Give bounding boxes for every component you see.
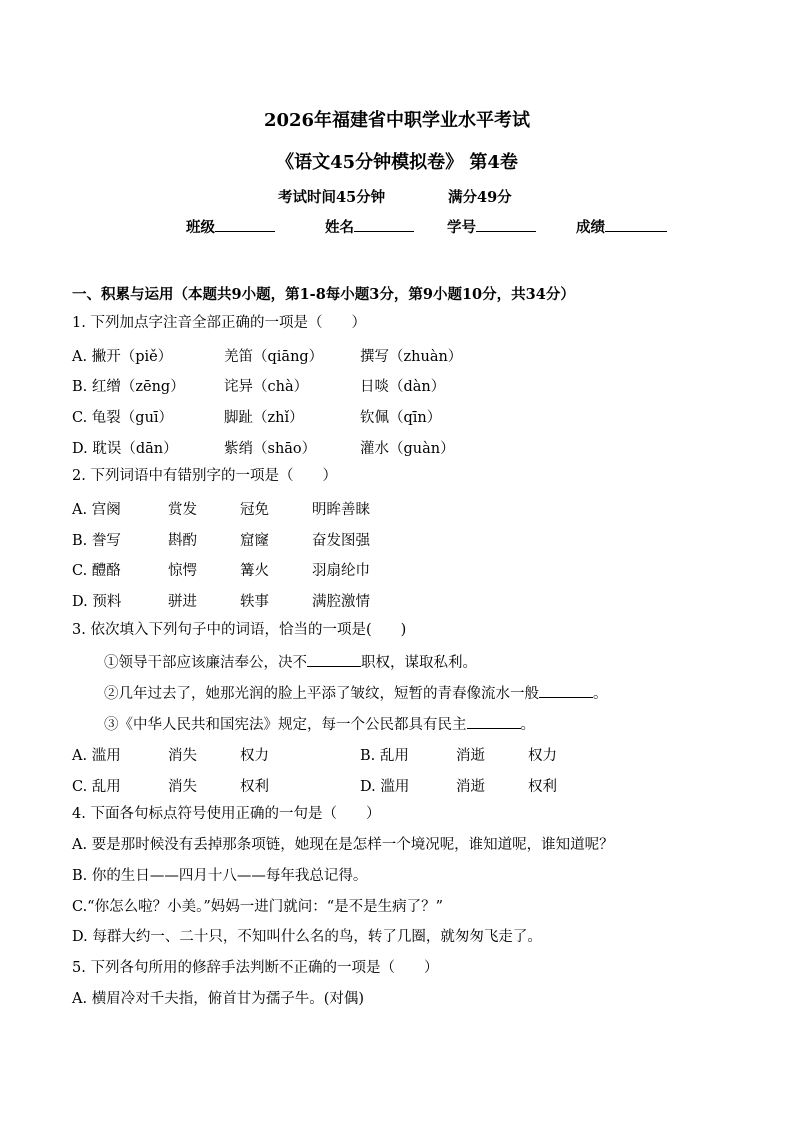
exam-title: 2026年福建省中职学业水平考试 [263, 110, 531, 131]
q1-stem: 1. 下列加点字注音全部正确的一项是（ ） [72, 315, 366, 331]
q3-option-d-2: 消逝 [456, 779, 485, 795]
q3-option-c-2: 消失 [168, 779, 197, 795]
q3-option-c-3: 权利 [240, 779, 269, 795]
q2-option-a-1: A. 宫阕 [72, 502, 121, 518]
q3-sentence-1: ①领导干部应该廉洁奉公，决不 职权，谋取私利。 [104, 652, 477, 672]
q2-option-a-3: 冠免 [240, 502, 269, 518]
q2-option-c-2: 惊愕 [168, 563, 197, 579]
q1-option-b-1: B. 红缯（zēng） [72, 379, 185, 395]
class-blank[interactable] [215, 217, 275, 232]
q2-option-a-4: 明眸善睐 [312, 502, 370, 518]
q1-option-c-1: C. 龟裂（guī） [72, 410, 174, 426]
field-name: 姓名 [325, 216, 414, 237]
q4-option-b: B. 你的生日——四月十八——每年我总记得。 [72, 868, 368, 884]
q2-option-b-1: B. 誊写 [72, 533, 121, 549]
q1-option-c-3: 钦佩（qīn） [360, 410, 442, 426]
q3-option-b-1: B. 乱用 [360, 748, 409, 764]
q1-option-a-1: A. 撇开（piě） [72, 349, 173, 365]
q4-option-c: C.“你怎么啦？小美。”妈妈一进门就问：“是不是生病了？” [72, 899, 444, 915]
q2-stem: 2. 下列词语中有错别字的一项是（ ） [72, 468, 337, 484]
field-class: 班级 [186, 216, 275, 237]
q3-option-a-2: 消失 [168, 748, 197, 764]
section-heading: 一、积累与运用（本题共9小题，第1-8每小题3分，第9小题10分，共34分） [72, 286, 575, 303]
exam-time: 考试时间45分钟 [278, 189, 386, 206]
q4-option-a: A. 要是那时候没有丢掉那条项链，她现在是怎样一个境况呢，谁知道呢，谁知道呢？ [72, 837, 614, 853]
q3-sentence-3: ③《中华人民共和国宪法》规定，每一个公民都具有民主 。 [104, 714, 535, 734]
q2-option-b-2: 斟酌 [168, 533, 197, 549]
q3-option-c-1: C. 乱用 [72, 779, 121, 795]
q2-option-c-3: 篝火 [240, 563, 269, 579]
exam-score: 满分49分 [448, 189, 512, 206]
q2-option-b-3: 窟窿 [240, 533, 269, 549]
q1-option-a-3: 撰写（zhuàn） [360, 349, 463, 365]
q3-option-b-2: 消逝 [456, 748, 485, 764]
q5-option-a: A. 横眉冷对千夫指，俯首甘为孺子牛。(对偶) [72, 991, 365, 1007]
q3-blank-1[interactable] [307, 652, 361, 667]
q3-sentence-2: ②几年过去了，她那光润的脸上平添了皱纹，短暂的青春像流水一般 。 [104, 683, 608, 703]
q2-option-d-4: 满腔激情 [312, 594, 370, 610]
q3-blank-3[interactable] [467, 714, 521, 729]
q2-option-c-4: 羽扇纶巾 [312, 563, 370, 579]
q2-option-c-1: C. 醴酪 [72, 563, 121, 579]
q2-option-a-2: 赏发 [168, 502, 197, 518]
q3-option-d-3: 权利 [528, 779, 557, 795]
q2-option-d-1: D. 预料 [72, 594, 122, 610]
name-blank[interactable] [354, 217, 414, 232]
q1-option-b-2: 诧异（chà） [224, 379, 309, 395]
q4-stem: 4. 下面各句标点符号使用正确的一句是（ ） [72, 806, 381, 822]
field-number: 学号 [447, 216, 536, 237]
q1-option-d-3: 灌水（guàn） [360, 441, 455, 457]
q3-option-a-3: 权力 [240, 748, 269, 764]
q1-option-b-3: 日啖（dàn） [360, 379, 446, 395]
grade-blank[interactable] [605, 217, 667, 232]
exam-subtitle: 《语文45分钟模拟卷》 第4卷 [276, 152, 518, 173]
q2-option-d-2: 骈进 [168, 594, 197, 610]
field-grade: 成绩 [576, 216, 667, 237]
q4-option-d: D. 每群大约一、二十只，不知叫什么名的鸟，转了几圈，就匆匆飞走了。 [72, 929, 542, 945]
q1-option-d-2: 紫绡（shāo） [224, 441, 317, 457]
q3-option-d-1: D. 滥用 [360, 779, 410, 795]
q1-option-d-1: D. 耽误（dān） [72, 441, 178, 457]
q1-option-c-2: 脚趾（zhǐ） [224, 410, 304, 426]
q3-option-b-3: 权力 [528, 748, 557, 764]
q2-option-b-4: 奋发图强 [312, 533, 370, 549]
q2-option-d-3: 轶事 [240, 594, 269, 610]
q3-stem: 3. 依次填入下列句子中的词语，恰当的一项是( ) [72, 622, 407, 638]
q5-stem: 5. 下列各句所用的修辞手法判断不正确的一项是（ ） [72, 960, 439, 976]
q3-option-a-1: A. 滥用 [72, 748, 121, 764]
q3-blank-2[interactable] [539, 683, 593, 698]
number-blank[interactable] [476, 217, 536, 232]
q1-option-a-2: 羌笛（qiāng） [224, 349, 324, 365]
